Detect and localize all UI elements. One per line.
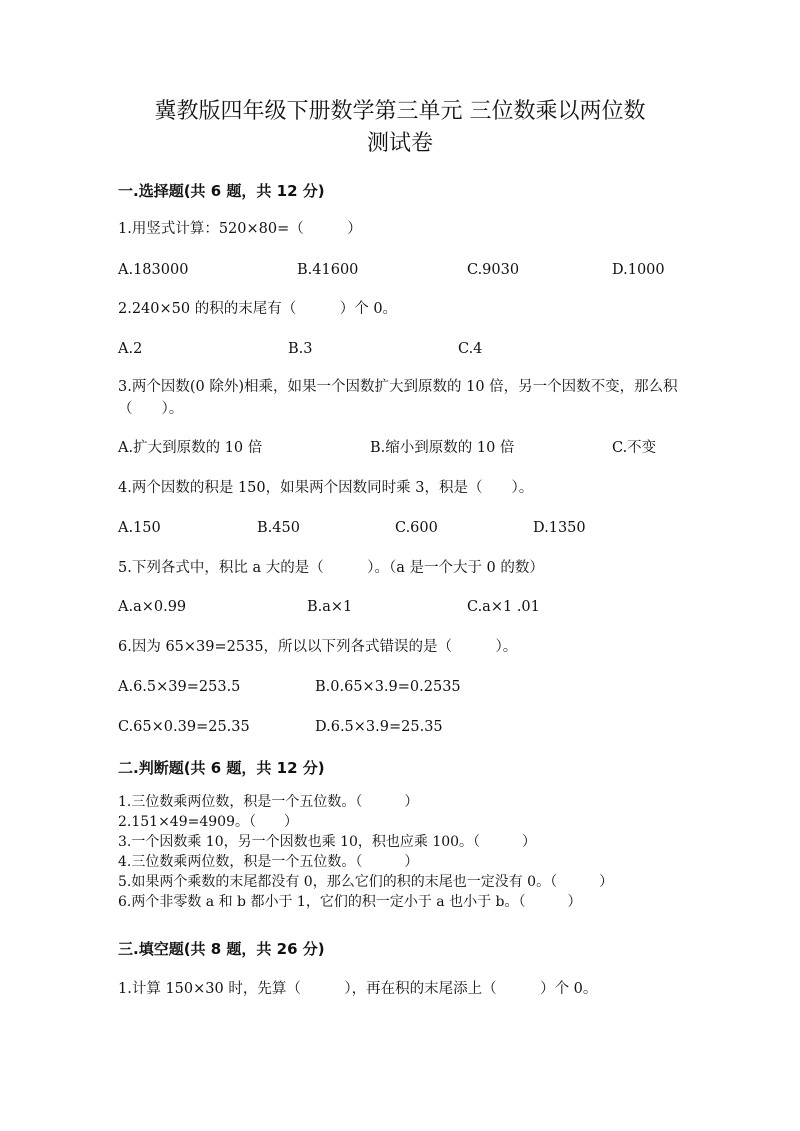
option-1b: B.41600	[297, 262, 359, 278]
option-6b: B.0.65×3.9=0.2535	[315, 679, 461, 695]
option-3c: C.不变	[612, 440, 657, 456]
judgment-item-4: 4.三位数乘两位数，积是一个五位数。（ ）	[118, 854, 419, 870]
option-1d: D.1000	[612, 262, 665, 278]
section-heading-judgment: 二.判断题(共 6 题，共 12 分)	[118, 759, 325, 777]
judgment-item-5: 5.如果两个乘数的末尾都没有 0，那么它们的积的末尾也一定没有 0。（ ）	[118, 874, 614, 890]
judgment-item-2: 2.151×49=4909。（ ）	[118, 814, 298, 830]
page-title	[80, 96, 720, 160]
question-2: 2.240×50 的积的末尾有（ ）个 0。	[118, 301, 398, 317]
option-3a: A.扩大到原数的 10 倍	[118, 440, 263, 456]
option-5c: C.a×1 .01	[467, 599, 540, 615]
option-6c: C.65×0.39=25.35	[118, 719, 250, 735]
judgment-item-1: 1.三位数乘两位数，积是一个五位数。（ ）	[118, 794, 419, 810]
option-5b: B.a×1	[307, 599, 353, 615]
option-3b: B.缩小到原数的 10 倍	[370, 440, 515, 456]
option-5a: A.a×0.99	[118, 599, 187, 615]
question-5: 5.下列各式中，积比 a 大的是（ ）。（a 是一个大于 0 的数）	[118, 560, 544, 576]
option-1a: A.183000	[118, 262, 189, 278]
title-line-2: 测试卷	[366, 131, 433, 156]
question-1: 1.用竖式计算：520×80=（ ）	[118, 221, 362, 237]
option-4b: B.450	[257, 520, 300, 536]
section-heading-fill-in: 三.填空题(共 8 题，共 26 分)	[118, 940, 325, 958]
option-6a: A.6.5×39=253.5	[118, 679, 241, 695]
question-3: 3.两个因数(0 除外)相乘，如果一个因数扩大到原数的 10 倍，另一个因数不变，那么积（ ）。	[118, 379, 678, 417]
option-4d: D.1350	[533, 520, 586, 536]
option-2c: C.4	[458, 341, 483, 357]
option-6d: D.6.5×3.9=25.35	[315, 719, 443, 735]
judgment-item-3: 3.一个因数乘 10，另一个因数也乘 10，积也应乘 100。（ ）	[118, 834, 537, 850]
option-4a: A.150	[118, 520, 161, 536]
option-4c: C.600	[395, 520, 438, 536]
question-4: 4.两个因数的积是 150，如果两个因数同时乘 3，积是（ ）。	[118, 480, 534, 496]
option-2a: A.2	[118, 341, 143, 357]
title-line-1: 冀教版四年级下册数学第三单元 三位数乘以两位数	[154, 99, 646, 124]
section-heading-choice: 一.选择题(共 6 题，共 12 分)	[118, 182, 325, 200]
option-2b: B.3	[288, 341, 313, 357]
question-6: 6.因为 65×39=2535，所以以下列各式错误的是（ ）。	[118, 639, 518, 655]
judgment-item-6: 6.两个非零数 a 和 b 都小于 1，它们的积一定小于 a 也小于 b。（ ）	[118, 894, 582, 910]
option-1c: C.9030	[467, 262, 520, 278]
fill-in-item-1: 1.计算 150×30 时，先算（ ），再在积的末尾添上（ ）个 0。	[118, 981, 598, 997]
